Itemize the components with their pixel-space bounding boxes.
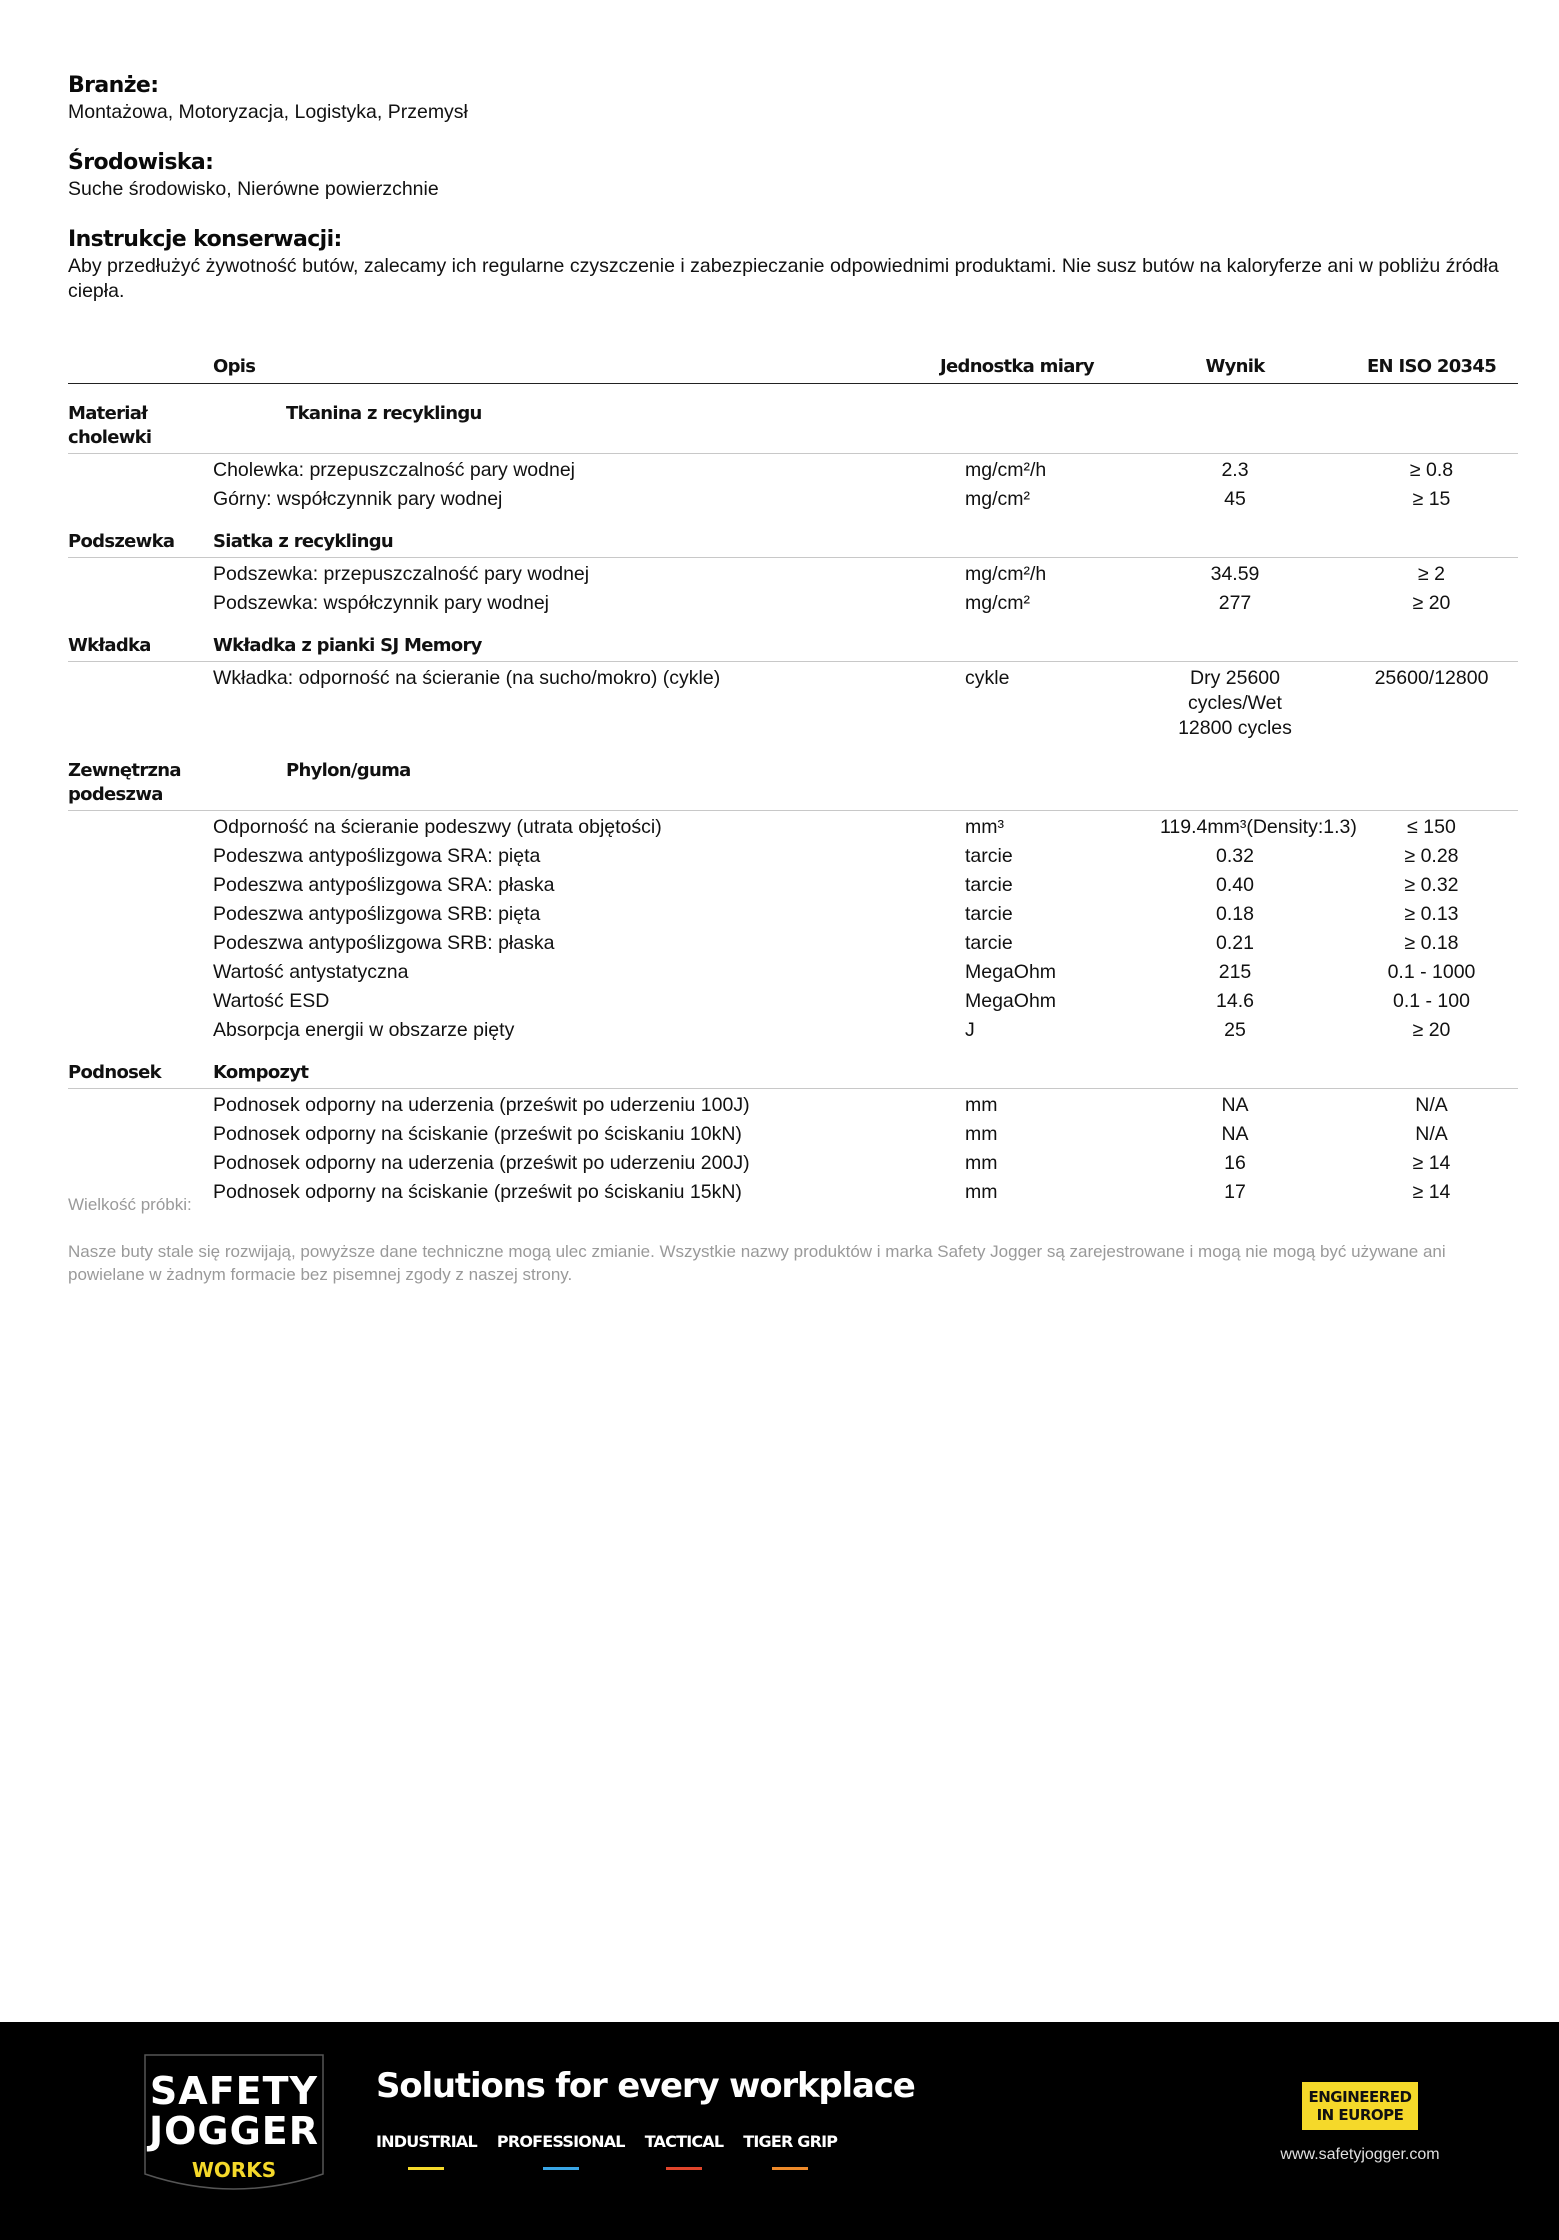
sample-size-label: Wielkość próbki: xyxy=(68,1195,192,1214)
row-description: Odporność na ścieranie podeszwy (utrata objętości) xyxy=(213,816,662,838)
table-row xyxy=(68,454,1518,484)
row-description: Podnosek odporny na ściskanie (prześwit po ściskaniu 15kN) xyxy=(213,1181,742,1203)
table-row xyxy=(68,1118,1518,1147)
row-result: 25 xyxy=(1224,1019,1246,1041)
row-standard: ≥ 0.32 xyxy=(1404,874,1459,896)
row-standard: ≥ 2 xyxy=(1418,563,1445,585)
row-result: 0.32 xyxy=(1216,845,1254,867)
row-spacer xyxy=(68,898,213,927)
row-spacer xyxy=(68,1118,213,1147)
environments-text: Suche środowisko, Nierówne powierzchnie xyxy=(68,178,439,200)
row-description: Wkładka: odporność na ścieranie (na sucho/mokro) (cykle) xyxy=(213,667,721,689)
row-result: 0.40 xyxy=(1216,874,1254,896)
row-spacer xyxy=(68,1147,213,1176)
spec-table xyxy=(68,352,1518,1205)
row-standard: ≥ 14 xyxy=(1412,1152,1451,1174)
table-row xyxy=(68,985,1518,1014)
category-industrial xyxy=(376,2132,477,2170)
row-spacer xyxy=(68,840,213,869)
tagline: Solutions for every workplace xyxy=(376,2066,915,2106)
environments-title: Środowiska: xyxy=(68,150,214,175)
row-unit: tarcie xyxy=(965,903,1013,925)
table-row xyxy=(68,1014,1518,1043)
row-standard: N/A xyxy=(1415,1123,1448,1145)
logo-line-jogger: JOGGER xyxy=(148,2109,320,2153)
row-result: 215 xyxy=(1218,961,1252,983)
row-spacer xyxy=(68,956,213,985)
row-standard: N/A xyxy=(1415,1094,1448,1116)
group-category: Wkładka xyxy=(68,616,213,662)
category-color-bar xyxy=(666,2167,702,2170)
table-row xyxy=(68,587,1518,616)
care-title: Instrukcje konserwacji: xyxy=(68,227,342,252)
row-standard: 0.1 - 100 xyxy=(1393,990,1470,1012)
row-spacer xyxy=(68,811,213,841)
row-description: Absorpcja energii w obszarze pięty xyxy=(213,1019,515,1041)
row-result: 2.3 xyxy=(1221,459,1249,481)
category-professional xyxy=(497,2132,625,2170)
row-unit: mg/cm² xyxy=(965,488,1030,510)
row-result: NA xyxy=(1221,1094,1249,1116)
row-standard: ≥ 0.13 xyxy=(1404,903,1459,925)
group-material: Tkanina z recyklingu xyxy=(213,384,1518,454)
footer-banner xyxy=(0,2022,1559,2240)
table-row xyxy=(68,898,1518,927)
badge-line-1: ENGINEERED xyxy=(1308,2088,1412,2106)
badge-line-2: IN EUROPE xyxy=(1316,2106,1404,2124)
category-color-bar xyxy=(772,2167,808,2170)
industries-title: Branże: xyxy=(68,73,159,98)
category-list xyxy=(376,2132,857,2170)
group-header-row xyxy=(68,616,1518,662)
logo-line-works: WORKS xyxy=(191,2158,277,2182)
table-row xyxy=(68,956,1518,985)
row-result: 119.4mm³(Density:1.3) xyxy=(1160,816,1357,838)
row-spacer xyxy=(68,1089,213,1119)
category-tactical xyxy=(645,2132,724,2170)
row-unit: mm xyxy=(965,1181,998,1203)
info-sections xyxy=(68,72,1518,304)
row-unit: mm xyxy=(965,1152,998,1174)
row-unit: mm xyxy=(965,1094,998,1116)
header-description: Opis xyxy=(213,352,965,384)
group-category: Materiał cholewki xyxy=(68,384,213,454)
row-spacer xyxy=(68,985,213,1014)
row-result: 14.6 xyxy=(1216,990,1254,1012)
group-category: Podszewka xyxy=(68,512,213,558)
row-standard: ≥ 0.18 xyxy=(1404,932,1459,954)
category-label: TACTICAL xyxy=(644,2132,724,2151)
row-result: 16 xyxy=(1224,1152,1246,1174)
group-material: Phylon/guma xyxy=(213,741,1518,811)
row-description: Podnosek odporny na uderzenia (prześwit po uderzeniu 200J) xyxy=(213,1152,750,1174)
row-standard: ≤ 150 xyxy=(1407,816,1456,838)
row-spacer xyxy=(68,454,213,484)
row-description: Podszewka: przepuszczalność pary wodnej xyxy=(213,563,590,585)
table-row xyxy=(68,1176,1518,1205)
row-standard: ≥ 20 xyxy=(1412,1019,1451,1041)
row-spacer xyxy=(68,1014,213,1043)
table-row xyxy=(68,840,1518,869)
row-unit: mm xyxy=(965,1123,998,1145)
row-spacer xyxy=(68,587,213,616)
row-description: Podszewka: współczynnik pary wodnej xyxy=(213,592,549,614)
row-unit: tarcie xyxy=(965,845,1013,867)
safety-jogger-works-logo xyxy=(144,2054,324,2194)
row-result: 277 xyxy=(1218,592,1252,614)
table-row xyxy=(68,869,1518,898)
row-standard: ≥ 0.28 xyxy=(1404,845,1459,867)
row-result: 17 xyxy=(1224,1181,1246,1203)
row-spacer xyxy=(68,483,213,512)
row-description: Podeszwa antypoślizgowa SRB: pięta xyxy=(213,903,541,925)
row-unit: mm³ xyxy=(965,816,1004,838)
row-standard: ≥ 0.8 xyxy=(1409,459,1454,481)
row-description: Podeszwa antypoślizgowa SRB: płaska xyxy=(213,932,555,954)
row-result: 34.59 xyxy=(1210,563,1260,585)
row-result: Dry 25600 cycles/Wet 12800 cycles xyxy=(1178,667,1292,739)
group-header-row xyxy=(68,384,1518,454)
row-unit: MegaOhm xyxy=(965,990,1057,1012)
row-unit: cykle xyxy=(965,667,1010,689)
category-label: INDUSTRIAL xyxy=(376,2132,477,2151)
category-color-bar xyxy=(543,2167,579,2170)
row-standard: ≥ 15 xyxy=(1412,488,1451,510)
table-row xyxy=(68,1147,1518,1176)
row-unit: mg/cm²/h xyxy=(965,563,1047,585)
row-unit: mg/cm² xyxy=(965,592,1030,614)
care-text: Aby przedłużyć żywotność butów, zalecamy ich regularne czyszczenie i zabezpieczanie odpowiednimi produktami. Nie susz butów na kaloryferze ani w pobliżu źródła ciepła. xyxy=(68,255,1499,302)
group-category: Zewnętrzna podeszwa xyxy=(68,741,213,811)
row-standard: ≥ 14 xyxy=(1412,1181,1451,1203)
group-header-row xyxy=(68,512,1518,558)
header-result: Wynik xyxy=(1125,352,1345,384)
category-tiger-grip xyxy=(743,2132,837,2170)
row-description: Cholewka: przepuszczalność pary wodnej xyxy=(213,459,576,481)
group-header-row xyxy=(68,741,1518,811)
row-description: Górny: współczynnik pary wodnej xyxy=(213,488,503,510)
category-label: PROFESSIONAL xyxy=(496,2132,625,2151)
row-result: 45 xyxy=(1224,488,1246,510)
row-spacer xyxy=(68,927,213,956)
row-unit: J xyxy=(965,1019,975,1041)
header-category xyxy=(68,352,213,384)
website-link[interactable]: www.safetyjogger.com xyxy=(1280,2146,1440,2163)
header-standard: EN ISO 20345 xyxy=(1345,352,1518,384)
group-material: Kompozyt xyxy=(213,1043,1518,1089)
group-category: Podnosek xyxy=(68,1043,213,1089)
row-description: Wartość antystatyczna xyxy=(213,961,409,983)
group-material: Wkładka z pianki SJ Memory xyxy=(213,616,1518,662)
row-unit: MegaOhm xyxy=(965,961,1057,983)
industries-text: Montażowa, Motoryzacja, Logistyka, Przemysł xyxy=(68,101,468,123)
row-standard: 25600/12800 xyxy=(1374,667,1489,689)
row-standard: ≥ 20 xyxy=(1412,592,1451,614)
row-description: Podeszwa antypoślizgowa SRA: pięta xyxy=(213,845,541,867)
group-material: Siatka z recyklingu xyxy=(213,512,1518,558)
row-result: NA xyxy=(1221,1123,1249,1145)
row-unit: mg/cm²/h xyxy=(965,459,1047,481)
row-result: 0.21 xyxy=(1216,932,1254,954)
table-row xyxy=(68,483,1518,512)
disclaimer-text: Nasze buty stale się rozwijają, powyższe dane techniczne mogą ulec zmianie. Wszystkie nazwy produktów i marka Safety Jogger są zarejestrowane i mogą nie mogą być używane ani powielane w żadnym formacie bez pisemnej zgody z naszej strony. xyxy=(68,1242,1446,1284)
row-description: Podnosek odporny na ściskanie (prześwit po ściskaniu 10kN) xyxy=(213,1123,742,1145)
row-description: Podeszwa antypoślizgowa SRA: płaska xyxy=(213,874,555,896)
row-spacer xyxy=(68,662,213,742)
table-row xyxy=(68,662,1518,742)
table-header-row xyxy=(68,352,1518,384)
category-label: TIGER GRIP xyxy=(743,2132,838,2151)
row-spacer xyxy=(68,558,213,588)
row-unit: tarcie xyxy=(965,874,1013,896)
header-unit: Jednostka miary xyxy=(940,352,1100,384)
group-header-row xyxy=(68,1043,1518,1089)
table-row xyxy=(68,558,1518,588)
row-spacer xyxy=(68,869,213,898)
logo-line-safety: SAFETY xyxy=(149,2069,319,2113)
engineered-in-europe-badge xyxy=(1302,2082,1418,2130)
row-description: Podnosek odporny na uderzenia (prześwit po uderzeniu 100J) xyxy=(213,1094,750,1116)
table-row xyxy=(68,811,1518,841)
row-result: 0.18 xyxy=(1216,903,1254,925)
table-row xyxy=(68,927,1518,956)
category-color-bar xyxy=(408,2167,444,2170)
row-unit: tarcie xyxy=(965,932,1013,954)
row-description: Wartość ESD xyxy=(213,990,330,1012)
table-row xyxy=(68,1089,1518,1119)
row-standard: 0.1 - 1000 xyxy=(1387,961,1476,983)
